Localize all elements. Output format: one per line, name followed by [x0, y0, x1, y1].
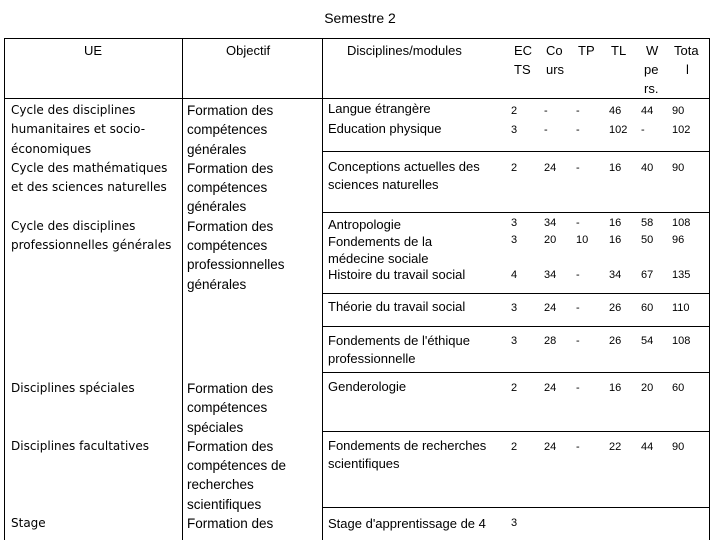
header-wpers-2: pe	[644, 62, 659, 77]
header-total-1: Tota	[674, 43, 699, 58]
ue-line: Cycle des disciplines	[11, 219, 136, 233]
row-divider	[322, 151, 710, 152]
cours-cell: -	[544, 105, 548, 117]
tp-cell: -	[576, 217, 580, 229]
discipline-name	[328, 437, 486, 473]
tl-cell: 22	[609, 441, 622, 453]
discipline-line: Stage d'apprentissage de 4	[328, 516, 486, 531]
ects-cell: 4	[511, 269, 518, 281]
objectif-line: professionnelles	[187, 257, 285, 273]
objectif-line: Formation des	[187, 218, 274, 234]
total-cell: 90	[672, 105, 685, 117]
wpers-cell: 44	[641, 105, 654, 117]
tl-cell: 16	[609, 382, 622, 394]
row-divider	[322, 431, 710, 432]
page-title: Semestre 2	[324, 10, 396, 26]
wpers-cell: 44	[641, 441, 654, 453]
objectif-line: Formation des	[187, 381, 274, 396]
discipline-name	[328, 158, 480, 194]
header-cours-1: Co	[546, 43, 563, 58]
ue-line: professionnelles générales	[11, 238, 172, 253]
ue-block-cycle-humanitaires	[11, 101, 167, 197]
objectif-line: compétences	[187, 400, 268, 416]
ue-block-stage	[11, 514, 46, 533]
objectif-line: compétences	[187, 238, 268, 254]
cours-cell: 24	[544, 162, 557, 174]
objectif-line: Formation des	[187, 103, 274, 118]
header-wpers-1: W	[646, 43, 659, 58]
ects-cell: 2	[511, 382, 518, 394]
objectif-line: compétences	[187, 122, 268, 138]
ue-line: et des sciences naturelles	[11, 180, 167, 195]
cours-cell: 24	[544, 441, 557, 453]
tp-cell: 10	[576, 234, 589, 246]
discipline-line: Fondements de recherches	[328, 438, 487, 453]
objectif-line: Formation des	[187, 516, 274, 532]
ue-line: Disciplines facultatives	[11, 439, 150, 453]
header-disciplines: Disciplines/modules	[347, 43, 462, 58]
discipline-name	[328, 332, 470, 368]
discipline-name	[328, 100, 431, 118]
total-cell: 96	[672, 234, 685, 246]
ects-cell: 2	[511, 162, 518, 174]
discipline-line: professionnelle	[328, 351, 416, 366]
header-bottom-border	[4, 98, 710, 99]
ects-cell: 2	[511, 105, 518, 117]
ects-cell: 3	[511, 302, 518, 314]
ue-line: Disciplines spéciales	[11, 381, 135, 395]
total-cell: 135	[672, 269, 691, 281]
discipline-line: Théorie du travail social	[328, 299, 466, 314]
objectif-block-2	[187, 379, 286, 533]
header-tl: TL	[611, 43, 627, 58]
discipline-line: Conceptions actuelles des	[328, 159, 480, 174]
ects-cell: 3	[511, 124, 518, 136]
objectif-line: recherches	[187, 477, 254, 493]
ects-cell: 3	[511, 335, 518, 347]
table-right-border	[709, 38, 710, 540]
objectif-line: compétences de	[187, 458, 287, 474]
discipline-line: sciences naturelles	[328, 177, 439, 192]
col-divider-objectif	[182, 38, 183, 540]
cours-cell: 34	[544, 269, 557, 281]
discipline-name	[328, 378, 406, 396]
discipline-line: Histoire du travail social	[328, 267, 466, 282]
wpers-cell: -	[641, 124, 645, 136]
col-divider-disciplines	[322, 38, 323, 540]
row-divider	[322, 326, 710, 327]
tp-cell: -	[576, 124, 580, 136]
cours-cell: 34	[544, 217, 557, 229]
discipline-name	[328, 515, 486, 533]
tl-cell: 26	[609, 302, 622, 314]
discipline-line: scientifiques	[328, 456, 400, 471]
discipline-name	[328, 233, 432, 267]
tl-cell: 102	[609, 124, 628, 136]
tp-cell: -	[576, 441, 580, 453]
ects-cell: 3	[511, 517, 518, 529]
discipline-name	[328, 266, 465, 284]
wpers-cell: 40	[641, 162, 654, 174]
ects-cell: 3	[511, 234, 518, 246]
ue-line: Cycle des mathématiques	[11, 160, 168, 175]
discipline-line: Fondements de l'éthique	[328, 333, 470, 348]
wpers-cell: 50	[641, 234, 654, 246]
ue-block-facultatives	[11, 437, 149, 456]
objectif-line: générales	[187, 276, 247, 292]
total-cell: 60	[672, 382, 685, 394]
tl-cell: 16	[609, 234, 622, 246]
wpers-cell: 58	[641, 217, 654, 229]
header-wpers-3: rs.	[644, 81, 659, 96]
objectif-block-1	[187, 101, 285, 294]
wpers-cell: 20	[641, 382, 654, 394]
cours-cell: -	[544, 124, 548, 136]
discipline-line: Antropologie	[328, 217, 401, 232]
row-divider	[322, 372, 710, 373]
ue-line: humanitaires et socio-	[11, 122, 146, 137]
objectif-line: Formation des	[187, 438, 274, 454]
tp-cell: -	[576, 269, 580, 281]
row-divider	[322, 212, 710, 213]
objectif-line: générales	[187, 199, 247, 215]
table-left-border	[4, 38, 5, 540]
tl-cell: 16	[609, 162, 622, 174]
table-top-border	[4, 38, 710, 39]
total-cell: 110	[672, 302, 690, 314]
ue-line: Cycle des disciplines	[11, 103, 136, 117]
total-cell: 90	[672, 441, 685, 453]
tl-cell: 16	[609, 217, 622, 229]
cours-cell: 24	[544, 302, 557, 314]
discipline-line: Genderologie	[328, 379, 407, 394]
total-cell: 108	[672, 335, 691, 347]
row-divider	[322, 507, 710, 508]
objectif-line: générales	[187, 141, 247, 157]
objectif-line: compétences	[187, 180, 268, 196]
objectif-line: spéciales	[187, 419, 244, 435]
discipline-name	[328, 120, 441, 138]
tp-cell: -	[576, 162, 580, 174]
header-ects-1: EC	[514, 43, 533, 58]
header-objectif: Objectif	[226, 43, 271, 58]
objectif-line: Formation des	[187, 160, 274, 176]
tl-cell: 46	[609, 105, 622, 117]
header-ue: UE	[84, 43, 103, 58]
tp-cell: -	[576, 335, 580, 347]
ects-cell: 2	[511, 441, 518, 453]
discipline-line: Education physique	[328, 121, 442, 136]
ue-block-professionnelles	[11, 217, 171, 256]
discipline-name	[328, 216, 401, 234]
objectif-line: scientifiques	[187, 496, 262, 512]
tp-cell: -	[576, 302, 580, 314]
total-cell: 90	[672, 162, 685, 174]
wpers-cell: 67	[641, 269, 654, 281]
discipline-line: Fondements de la	[328, 234, 433, 249]
tp-cell: -	[576, 382, 580, 394]
ue-block-speciales	[11, 379, 135, 398]
ects-cell: 3	[511, 217, 518, 229]
discipline-line: médecine sociale	[328, 251, 429, 266]
wpers-cell: 60	[641, 302, 654, 314]
ue-line: économiques	[11, 141, 92, 156]
header-ects-2: TS	[514, 62, 531, 77]
cours-cell: 28	[544, 335, 557, 347]
discipline-name	[328, 298, 465, 316]
tp-cell: -	[576, 105, 580, 117]
ue-line: Stage	[11, 516, 46, 530]
cours-cell: 20	[544, 234, 557, 246]
header-total-2: l	[686, 62, 689, 77]
cours-cell: 24	[544, 382, 557, 394]
discipline-line: Langue étrangère	[328, 101, 431, 116]
header-cours-2: urs	[546, 62, 565, 77]
tl-cell: 34	[609, 269, 622, 281]
total-cell: 102	[672, 124, 691, 136]
total-cell: 108	[672, 217, 691, 229]
row-divider	[322, 293, 710, 294]
tl-cell: 26	[609, 335, 622, 347]
header-tp: TP	[578, 43, 595, 58]
wpers-cell: 54	[641, 335, 654, 347]
